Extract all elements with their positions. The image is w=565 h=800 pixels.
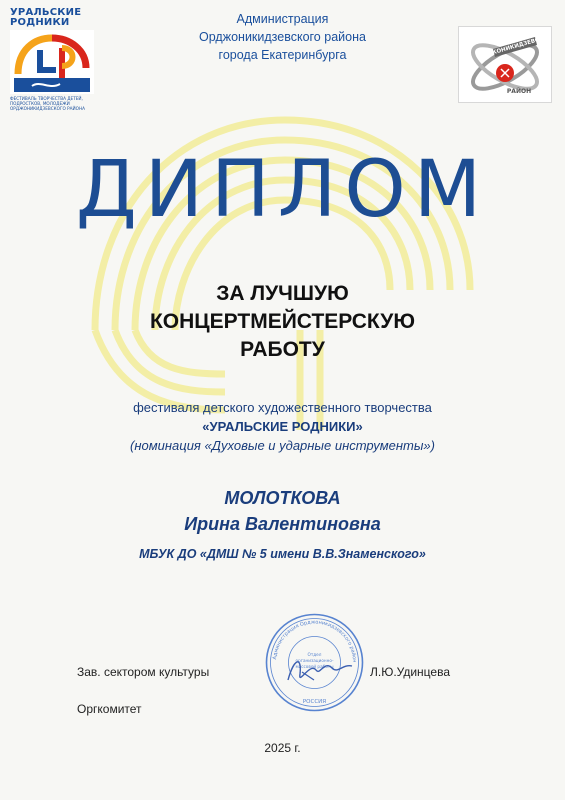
signer-position: Зав. сектором культуры — [77, 665, 210, 679]
svg-text:массовой работы: массовой работы — [295, 664, 334, 669]
diploma-title: ДИПЛОМ — [75, 145, 490, 235]
festival-line-1: фестиваля детского художественного творчества — [133, 400, 432, 415]
award-title — [0, 280, 565, 364]
stamp-country: РОССИЯ — [302, 699, 327, 705]
svg-text:Администрация Орджоникидзевско: Администрация Орджоникидзевского район — [272, 619, 358, 663]
district-emblem-text-top: ОРДЖОНИКИДЗЕВСКИЙ — [476, 33, 551, 61]
festival-nomination: (номинация «Духовые и ударные инструменты») — [130, 438, 435, 453]
signer-name: Л.Ю.Удинцева — [370, 665, 451, 679]
handwritten-signature-icon — [280, 650, 360, 690]
admin-line-2: Орджоникидзевского района — [199, 30, 366, 44]
recipient-organization: МБУК ДО «ДМШ № 5 имени В.В.Знаменского» — [139, 547, 426, 561]
administration-header — [150, 10, 415, 64]
admin-line-1: Администрация — [236, 12, 329, 26]
svg-text:Отдел: Отдел — [307, 652, 322, 657]
logo-brand-line1: УРАЛЬСКИЕ — [10, 7, 82, 18]
recipient-name: Ирина Валентиновна — [184, 514, 381, 534]
festival-name: «УРАЛЬСКИЕ РОДНИКИ» — [202, 419, 363, 434]
organizing-committee: Оргкомитет — [77, 702, 142, 716]
diploma-year: 2025 г. — [264, 741, 301, 755]
district-emblem-icon — [459, 27, 551, 102]
award-line-2: КОНЦЕРТМЕЙСТЕРСКУЮ — [149, 310, 415, 333]
svg-text:организационно-: организационно- — [295, 658, 334, 663]
festival-info — [0, 398, 565, 455]
festival-emblem-icon — [10, 30, 94, 94]
district-emblem-text-bottom: РАЙОН — [506, 88, 532, 95]
district-emblem — [458, 26, 552, 103]
logo-caption: ФЕСТИВАЛЬ ТВОРЧЕСТВА ДЕТЕЙ, ПОДРОСТКОВ, МОЛОДЕЖИ ОРДЖОНИКИДЗЕВСКОГО РАЙОНА — [10, 96, 85, 111]
logo-brand-line2: РОДНИКИ — [10, 17, 70, 28]
recipient-surname: МОЛОТКОВА — [224, 488, 341, 508]
festival-logo — [10, 8, 94, 114]
admin-line-3: города Екатеринбурга — [218, 48, 347, 62]
award-line-3: РАБОТУ — [240, 338, 325, 361]
award-line-1: ЗА ЛУЧШУЮ — [216, 282, 349, 305]
